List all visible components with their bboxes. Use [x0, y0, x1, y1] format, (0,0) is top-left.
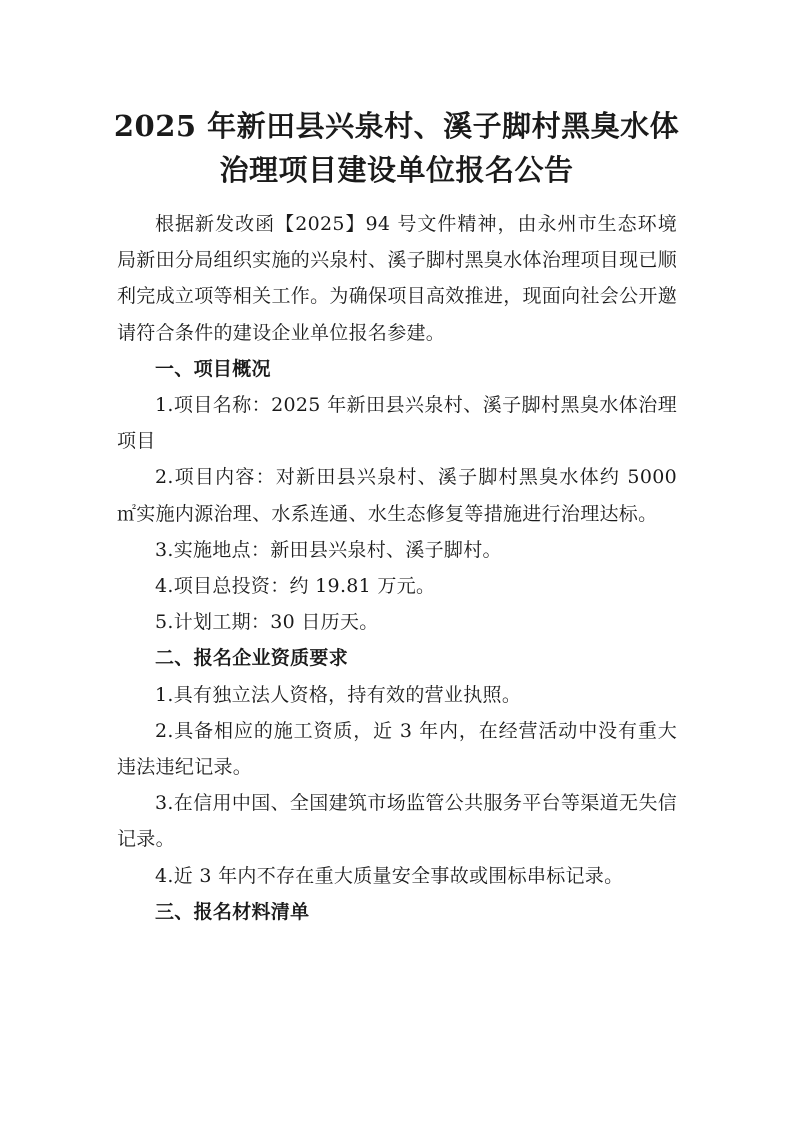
- section-heading-materials: 三、报名材料清单: [155, 900, 310, 923]
- overview-item-investment: 4.项目总投资：约 19.81 万元。: [155, 575, 436, 598]
- document-title-line-2: 治理项目建设单位报名公告: [219, 153, 574, 187]
- overview-item-location: 3.实施地点：新田县兴泉村、溪子脚村。: [155, 538, 502, 561]
- section-heading-overview: 一、项目概况: [155, 357, 271, 380]
- qualification-item-legal: 1.具有独立法人资格，持有效的营业执照。: [155, 683, 522, 706]
- qualification-item-credit: 3.在信用中国、全国建筑市场监管公共服务平台等渠道无失信记录。: [117, 792, 677, 851]
- qualification-item-construction: 2.具备相应的施工资质，近 3 年内，在经营活动中没有重大违法违纪记录。: [117, 719, 677, 779]
- section-heading-qualifications: 二、报名企业资质要求: [155, 647, 349, 670]
- overview-item-duration: 5.计划工期：30 日历天。: [155, 611, 379, 634]
- qualification-item-safety: 4.近 3 年内不存在重大质量安全事故或围标串标记录。: [155, 864, 624, 887]
- overview-item-content: 2.项目内容：对新田县兴泉村、溪子脚村黑臭水体约 5000 ㎡实施内源治理、水系连通、水生态修复等措施进行治理达标。: [117, 466, 677, 525]
- document-title-line-1: 2025 年新田县兴泉村、溪子脚村黑臭水体: [113, 109, 680, 143]
- document-body: [117, 206, 677, 930]
- overview-item-name: 1.项目名称：2025 年新田县兴泉村、溪子脚村黑臭水体治理项目: [117, 394, 677, 453]
- intro-paragraph: 根据新发改函【2025】94 号文件精神，由永州市生态环境局新田分局组织实施的兴泉村、溪子脚村黑臭水体治理项目现已顺利完成立项等相关工作。为确保项目高效推进，现面向社会公开邀请符合条件的建设企业单位报名参建。: [117, 213, 677, 344]
